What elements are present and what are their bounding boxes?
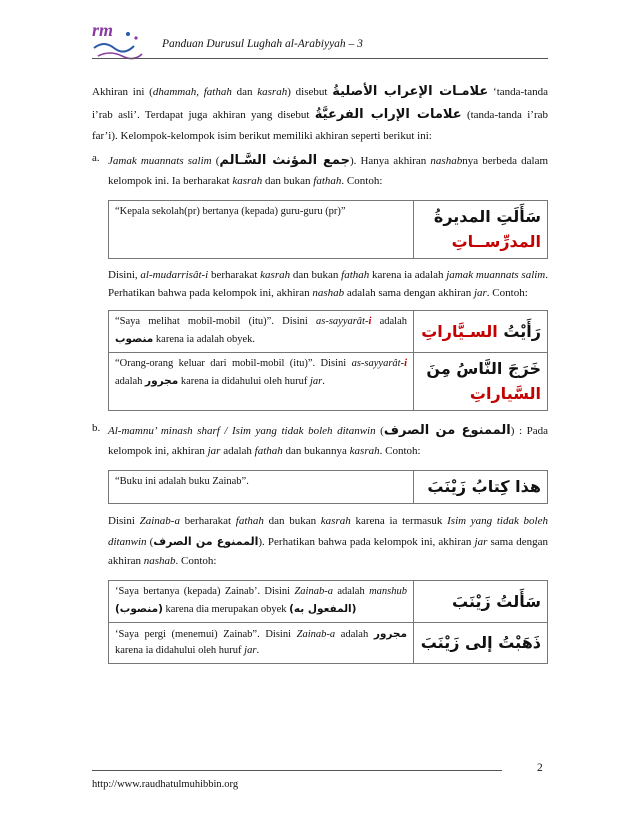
arabic-term: جمع المؤنث السَّـالم <box>219 152 350 168</box>
translation-cell: “Orang-orang keluar dari mobil-mobil (itu)”. Disini as-sayyarât-i adalah مجرور karena ia didahului oleh huruf jar. <box>109 352 414 410</box>
translation-cell: “Saya melihat mobil-mobil (itu)”. Disini as-sayyarât-i adalah منصوب karena ia adalah obyek. <box>109 311 414 353</box>
arabic-example-cell: سَأَلتُ زَيْنَبَ <box>414 581 548 623</box>
example-table <box>108 200 548 259</box>
example-table <box>108 310 548 411</box>
section-b: b. Al-mamnu’ minash sharf / Isim yang tidak boleh ditanwin (الممنوع من الصرف) : Pada kelompok ini, akhiran jar adalah fathah dan bukannya kasrah. Contoh: “Buku ini adalah buku Zainab”. هذا كِتابُ زَيْنَبَ Disini Zainab-a berharakat fathah dan bukan kasrah karena ia termasuk Isim yang tidak boleh ditanwin (الممنوع من الصرف). Perhatikan bahwa pada kelompok ini, akhiran jar sama dengan akhiran nashab. Contoh: ‘Saya bertanya (kepada) Zainab’. Disini Zainab-a adalah manshub (منصوب) karena dia merupakan obyek (المفعول به) سَأَلتُ زَيْنَبَ ‘Saya pergi (menemui) Zainab”. Disini Zainab-a adalah مجرور karena ia didahului oleh huruf jar. ذَهَبْتُ إلى زَيْنَبَ <box>92 419 548 664</box>
site-logo <box>88 18 148 62</box>
header-title: Panduan Durusul Lughah al-Arabiyyah – 3 <box>162 38 363 50</box>
arabic-example-cell: سَأَلَتِ المديرةُ المدرِّســاتِ <box>414 200 548 258</box>
table-row <box>109 471 548 504</box>
translation-cell: ‘Saya pergi (menemui) Zainab”. Disini Zainab-a adalah مجرور karena ia didahului oleh huruf jar. <box>109 622 414 664</box>
svg-text:rm: rm <box>92 20 114 40</box>
table-row <box>109 581 548 623</box>
arabic-example-cell: هذا كِتابُ زَيْنَبَ <box>414 471 548 504</box>
explanation-paragraph: Disini, al-mudarrisât-i berharakat kasrah dan bukan fathah karena ia adalah jamak muannats salim. Perhatikan bahwa pada kelompok ini, akhiran nashab adalah sama dengan akhiran jar. Contoh: <box>108 268 549 299</box>
translation-cell: ‘Saya bertanya (kepada) Zainab’. Disini Zainab-a adalah manshub (منصوب) karena dia merupakan obyek (المفعول به) <box>109 581 414 623</box>
arabic-term: علامات الإراب الفرعيَّةُ <box>314 107 462 123</box>
table-row <box>109 311 548 353</box>
intro-paragraph: Akhiran ini (dhammah, fathah dan kasrah) disebut علامـات الإعراب الأصليةُ ‘tanda-tanda i’rab asli’. Terdapat juga akhiran yang disebut علامات الإراب الفرعيَّةُ (tanda-tanda i’rab far’i). Kelompok-kelompok isim berikut memiliki akhiran seperti berikut ini: <box>92 84 548 142</box>
example-table <box>108 470 548 504</box>
translation-cell: “Buku ini adalah buku Zainab”. <box>109 471 414 504</box>
footer-url-link[interactable]: http://www.raudhatulmuhibbin.org <box>92 779 239 790</box>
table-row <box>109 200 548 258</box>
main-content <box>92 80 548 672</box>
translation-cell: “Kepala sekolah(pr) bertanya (kepada) guru-guru (pr)” <box>109 200 414 258</box>
page-number: 2 <box>537 762 543 774</box>
header-rule <box>92 58 548 59</box>
table-row <box>109 622 548 664</box>
arabic-example-cell: خَرَجَ النَّاسُ مِنَ السَّياراتِ <box>414 352 548 410</box>
explanation-paragraph: Disini Zainab-a berharakat fathah dan bukan kasrah karena ia termasuk Isim yang tidak boleh ditanwin (الممنوع من الصرف). Perhatikan bahwa pada kelompok ini, akhiran jar sama dengan akhiran nashab. Contoh: <box>108 514 548 568</box>
table-row <box>109 352 548 410</box>
arabic-example-cell: ذَهَبْتُ إلى زَيْنَبَ <box>414 622 548 664</box>
arabic-term: علامـات الإعراب الأصليةُ <box>332 84 489 99</box>
footer-rule <box>92 770 502 771</box>
arabic-term: الممنوع من الصرف <box>383 422 511 438</box>
arabic-example-cell: رَأَيْتُ السـيَّاراتِ <box>414 311 548 353</box>
section-a: a. Jamak muannats salim (جمع المؤنث السَّـالم). Hanya akhiran nashabnya berbeda dalam kelompok ini. Ia berharakat kasrah dan bukan fathah. Contoh: “Kepala sekolah(pr) bertanya (kepada) guru-guru (pr)” سَأَلَتِ المديرةُ المدرِّســاتِ Disini, al-mudarrisât-i berharakat kasrah dan bukan fathah karena ia adalah jamak muannats salim. Perhatikan bahwa pada kelompok ini, akhiran nashab adalah sama dengan akhiran jar. Contoh: “Saya melihat mobil-mobil (itu)”. Disini as-sayyarât-i adalah منصوب karena ia adalah obyek. رَأَيْتُ السـيَّاراتِ “Orang-orang keluar dari mobil-mobil (itu)”. Disini as-sayyarât-i adalah مجرور karena ia didahului oleh huruf jar. خَرَجَ النَّاسُ مِنَ السَّياراتِ <box>92 149 548 411</box>
list-marker: a. <box>92 151 100 164</box>
example-table <box>108 580 548 664</box>
list-marker: b. <box>92 421 101 434</box>
